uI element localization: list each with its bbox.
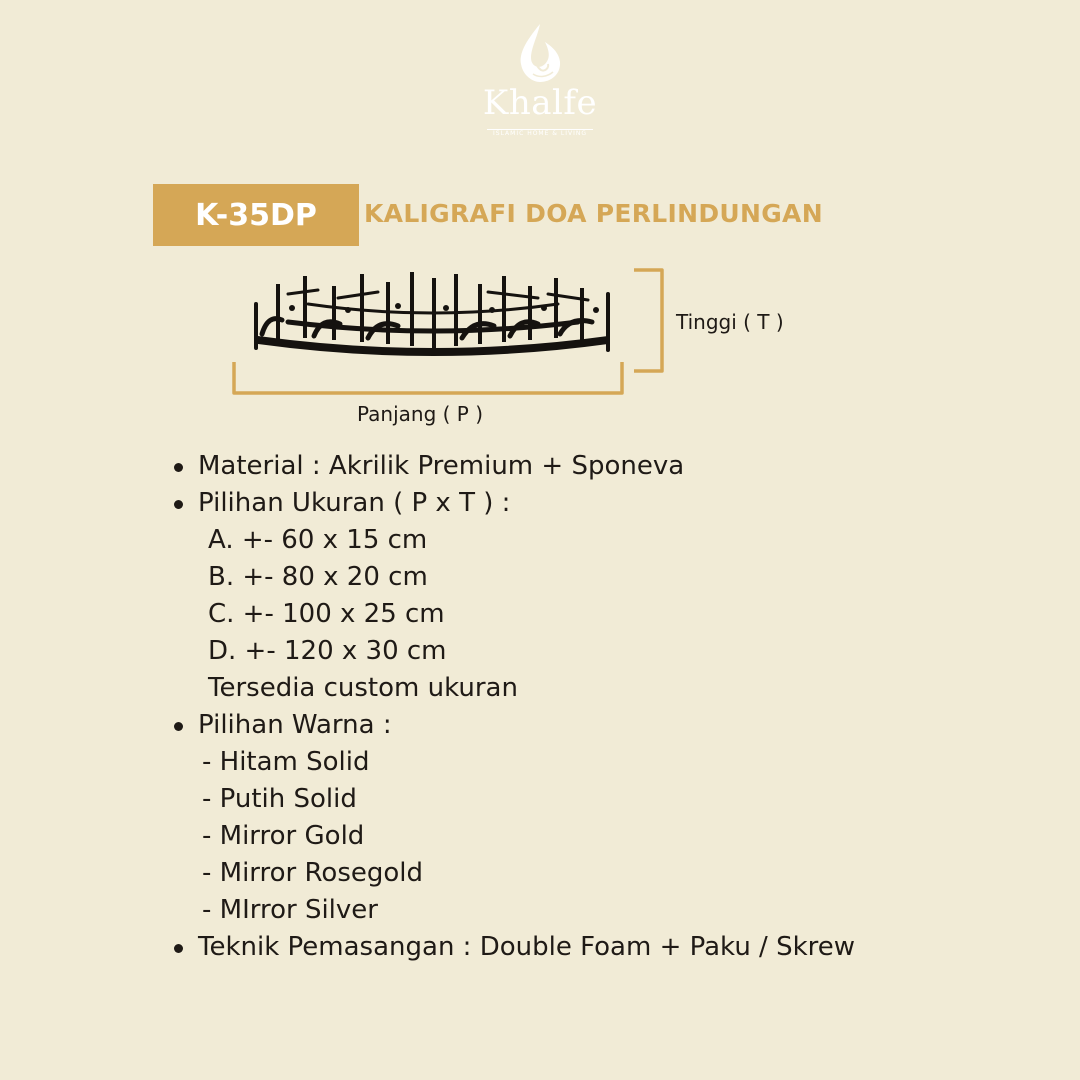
color-option-rosegold: - Mirror Rosegold — [202, 858, 423, 888]
spec-color-heading-text: Pilihan Warna : — [198, 710, 392, 740]
bullet-dot — [174, 944, 183, 953]
product-code: K-35DP — [195, 197, 317, 233]
spec-material — [170, 448, 1050, 485]
product-code-badge — [153, 184, 359, 246]
bullet-dot — [174, 500, 183, 509]
color-option-silver: - MIrror Silver — [202, 895, 378, 925]
size-option-b: B. +- 80 x 20 cm — [208, 562, 428, 592]
color-option-white: - Putih Solid — [202, 784, 357, 814]
spec-size-heading — [170, 485, 1050, 522]
spec-install — [170, 929, 1050, 966]
logo-wordmark: Khalfe — [482, 83, 598, 123]
size-option-d: D. +- 120 x 30 cm — [208, 636, 447, 666]
length-bracket — [232, 360, 624, 396]
height-label: Tinggi ( T ) — [676, 310, 784, 334]
bullet-dot — [174, 722, 183, 731]
calligraphy-image — [248, 264, 618, 374]
size-option-a: A. +- 60 x 15 cm — [208, 525, 428, 555]
size-option-c: C. +- 100 x 25 cm — [208, 599, 445, 629]
height-bracket — [632, 268, 666, 374]
flame-drop-icon — [515, 22, 565, 84]
logo-tagline: ISLAMIC HOME & LIVING — [487, 129, 593, 138]
spec-list — [170, 448, 1050, 966]
spec-material-text: Material : Akrilik Premium + Sponeva — [198, 451, 685, 481]
spec-install-text: Teknik Pemasangan : Double Foam + Paku / Skrew — [198, 932, 856, 962]
brand-logo — [480, 22, 600, 137]
spec-color-heading — [170, 707, 1050, 744]
bullet-dot — [174, 463, 183, 472]
color-option-black: - Hitam Solid — [202, 747, 370, 777]
product-title: KALIGRAFI DOA PERLINDUNGAN — [364, 199, 823, 228]
size-custom-note: Tersedia custom ukuran — [208, 673, 518, 703]
length-label: Panjang ( P ) — [357, 402, 484, 426]
spec-size-heading-text: Pilihan Ukuran ( P x T ) : — [198, 488, 511, 518]
color-option-gold: - Mirror Gold — [202, 821, 365, 851]
